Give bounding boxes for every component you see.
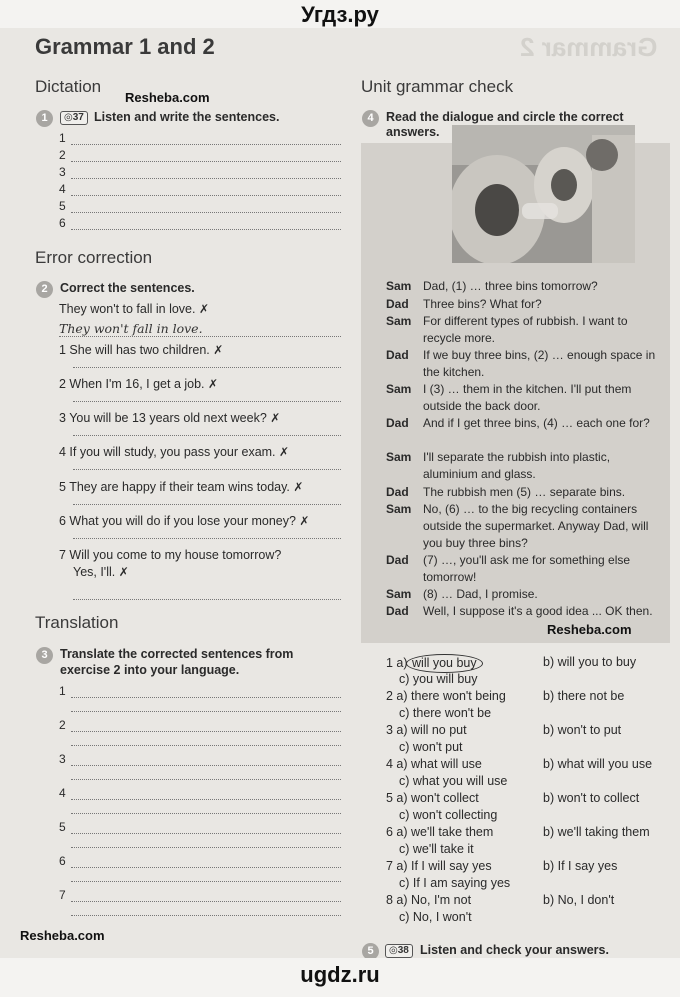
error-correction-heading: Error correction xyxy=(35,248,153,267)
exercise-1-badge: 1 xyxy=(36,110,53,127)
line-number: 5 xyxy=(59,199,66,213)
dictation-line[interactable] xyxy=(59,165,341,181)
speaker: Dad xyxy=(386,553,409,567)
ghost-title: Grammar 2 xyxy=(520,32,658,62)
write-line-extra[interactable] xyxy=(71,813,341,814)
answer-line[interactable] xyxy=(73,469,341,470)
option-a-text: what will use xyxy=(411,757,482,771)
line-number: 1 xyxy=(59,684,66,698)
line-number: 2 xyxy=(59,718,66,732)
answer-line[interactable] xyxy=(73,538,341,539)
site-header[interactable]: Угдз.ру xyxy=(301,2,379,27)
exercise-1-instruction: Listen and write the sentences. xyxy=(94,110,280,124)
line-text: Dad, (1) … three bins tomorrow? xyxy=(423,279,598,293)
speaker: Dad xyxy=(386,348,409,362)
option-a-text: we'll take them xyxy=(411,825,494,839)
write-line[interactable] xyxy=(71,901,341,902)
cross-mark: ✗ xyxy=(208,377,219,391)
sentence-text: 2 When I'm 16, I get a job. xyxy=(59,377,205,391)
option-b-text: what will you use xyxy=(557,757,653,771)
cd-track: 38 xyxy=(397,945,409,956)
option-a[interactable]: 7 a) If I will say yes xyxy=(386,859,492,873)
sentence-continuation xyxy=(59,564,341,581)
option-b[interactable]: b) won't to put xyxy=(543,723,622,737)
line-text: I'll separate the rubbish into plastic, aluminium and glass. xyxy=(423,450,611,481)
exercise-2-instruction: Correct the sentences. xyxy=(60,281,195,295)
exercise-2-badge: 2 xyxy=(36,281,53,298)
answer-line[interactable] xyxy=(59,336,341,337)
answer-line[interactable] xyxy=(73,435,341,436)
sentence-text: 1 She will has two children. xyxy=(59,343,210,357)
sentence-text: 5 They are happy if their team wins today. xyxy=(59,480,290,494)
speaker: Sam xyxy=(386,382,412,396)
line-number: 4 xyxy=(59,182,66,196)
grammar-check-heading: Unit grammar check xyxy=(361,77,514,96)
error-sentence xyxy=(59,410,341,427)
line-text: For different types of rubbish. I want to recycle more. xyxy=(423,314,628,345)
write-line[interactable] xyxy=(71,178,341,179)
line-number: 3 xyxy=(59,165,66,179)
option-b-text: won't to put xyxy=(557,723,622,737)
option-b-text: If I say yes xyxy=(557,859,618,873)
speaker: Sam xyxy=(386,502,412,516)
option-a[interactable]: 3 a) will no put xyxy=(386,723,467,737)
answer-line[interactable] xyxy=(73,599,341,600)
option-a-text: won't collect xyxy=(411,791,479,805)
line-number: 5 xyxy=(59,820,66,834)
speaker: Sam xyxy=(386,314,412,328)
option-a[interactable]: 2 a) there won't being xyxy=(386,689,506,703)
write-line-extra[interactable] xyxy=(71,745,341,746)
cross-mark: ✗ xyxy=(293,480,304,494)
answer-line[interactable] xyxy=(73,367,341,368)
translation-line[interactable] xyxy=(59,752,341,768)
line-number: 4 xyxy=(59,786,66,800)
option-b-text: No, I don't xyxy=(557,893,615,907)
dictation-line[interactable] xyxy=(59,199,341,215)
translation-heading: Translation xyxy=(35,613,119,632)
option-b-text: we'll taking them xyxy=(557,825,650,839)
write-line[interactable] xyxy=(71,765,341,766)
write-line-extra[interactable] xyxy=(71,847,341,848)
option-c-text: If I am saying yes xyxy=(412,876,511,890)
line-text: If we buy three bins, (2) … enough space in the kitchen. xyxy=(423,348,656,379)
option-a[interactable]: 5 a) won't collect xyxy=(386,791,479,805)
write-line[interactable] xyxy=(71,195,341,196)
option-a-text: will no put xyxy=(411,723,467,737)
dictation-line[interactable] xyxy=(59,182,341,198)
error-sentence xyxy=(59,376,341,393)
sentence-text: 3 You will be 13 years old next week? xyxy=(59,411,267,425)
exercise-5-instruction: Listen and check your answers. xyxy=(420,943,609,957)
cross-mark: ✗ xyxy=(118,565,129,579)
option-a[interactable]: 1 a) will you buy xyxy=(386,654,483,673)
write-line[interactable] xyxy=(71,731,341,732)
dictation-line[interactable] xyxy=(59,131,341,147)
option-c-text: No, I won't xyxy=(412,910,472,924)
translation-line[interactable] xyxy=(59,820,341,836)
photo-illustration xyxy=(452,125,635,263)
option-b[interactable]: b) No, I don't xyxy=(543,893,615,907)
option-a[interactable]: 4 a) what will use xyxy=(386,757,482,771)
line-number: 6 xyxy=(59,854,66,868)
write-line[interactable] xyxy=(71,799,341,800)
line-number: 3 xyxy=(59,752,66,766)
option-b-text: will you to buy xyxy=(557,655,637,669)
line-text: The rubbish men (5) … separate bins. xyxy=(423,485,626,499)
line-number: 1 xyxy=(59,131,66,145)
answer-number: 1 xyxy=(386,656,393,670)
sentence-text: 7 Will you come to my house tomorrow? xyxy=(59,548,282,562)
line-number: 2 xyxy=(59,148,66,162)
answer-number: 4 xyxy=(386,757,393,771)
line-text: No, (6) … to the big recycling containers outside the supermarket. Anyway Dad, will you buy three bins? xyxy=(423,502,649,550)
option-c[interactable]: c) won't put xyxy=(399,740,463,754)
write-line-extra[interactable] xyxy=(71,779,341,780)
write-line[interactable] xyxy=(71,833,341,834)
write-line-extra[interactable] xyxy=(71,711,341,712)
answer-number: 8 xyxy=(386,893,393,907)
exercise-5-badge: 5 xyxy=(362,943,379,960)
translation-line[interactable] xyxy=(59,786,341,802)
line-text: And if I get three bins, (4) … each one for? xyxy=(423,416,650,430)
error-sentence xyxy=(59,513,341,530)
translation-line[interactable] xyxy=(59,888,341,904)
line-number: 7 xyxy=(59,888,66,902)
exercise-4-instruction-line2: answers. xyxy=(386,125,440,139)
option-b-text: there not be xyxy=(557,689,625,703)
option-b[interactable]: b) what will you use xyxy=(543,757,653,771)
option-c-text: won't collecting xyxy=(412,808,498,822)
cd-track: 37 xyxy=(72,112,84,123)
speaker: Dad xyxy=(386,416,409,430)
translation-line[interactable] xyxy=(59,684,341,700)
option-b[interactable]: b) there not be xyxy=(543,689,625,703)
line-text: I (3) … them in the kitchen. I'll put them outside the back door. xyxy=(423,382,632,413)
answer-number: 5 xyxy=(386,791,393,805)
example-answer: They won't fall in love. xyxy=(59,321,203,336)
line-text: Three bins? What for? xyxy=(423,297,542,311)
line-text: Well, I suppose it's a good idea ... OK then. xyxy=(423,604,653,618)
option-c-text: we'll take it xyxy=(412,842,474,856)
option-c-text: you will buy xyxy=(412,672,478,686)
option-a-text: there won't being xyxy=(411,689,506,703)
option-b[interactable]: b) will you to buy xyxy=(543,655,637,669)
dictation-line[interactable] xyxy=(59,148,341,164)
error-sentence xyxy=(59,342,341,359)
option-c-text: won't put xyxy=(412,740,463,754)
answer-line[interactable] xyxy=(73,401,341,402)
sentence-text: 6 What you will do if you lose your money? xyxy=(59,514,296,528)
cross-mark: ✗ xyxy=(299,514,310,528)
answer-number: 3 xyxy=(386,723,393,737)
error-sentence xyxy=(59,547,341,581)
option-c[interactable]: c) we'll take it xyxy=(399,842,474,856)
line-text: (7) …, you'll ask me for something else tomorrow! xyxy=(423,553,631,584)
write-line[interactable] xyxy=(71,867,341,868)
translation-line[interactable] xyxy=(59,718,341,734)
dictation-heading: Dictation xyxy=(35,77,102,96)
speaker: Dad xyxy=(386,604,409,618)
cross-mark: ✗ xyxy=(213,343,224,357)
option-c-text: there won't be xyxy=(412,706,492,720)
error-sentence xyxy=(59,444,341,461)
option-a[interactable]: 8 a) No, I'm not xyxy=(386,893,472,907)
recycling-photo xyxy=(452,125,635,263)
option-a-text: If I will say yes xyxy=(411,859,492,873)
sentence-text: 4 If you will study, you pass your exam. xyxy=(59,445,276,459)
option-b[interactable]: b) we'll taking them xyxy=(543,825,650,839)
watermark: Resheba.com xyxy=(20,928,105,943)
speaker: Dad xyxy=(386,485,409,499)
option-c[interactable]: c) won't collecting xyxy=(399,808,498,822)
answer-number: 7 xyxy=(386,859,393,873)
error-sentence xyxy=(59,479,341,496)
option-c-text: what you will use xyxy=(412,774,508,788)
option-c[interactable]: c) what you will use xyxy=(399,774,508,788)
exercise-3-instruction-line2: exercise 2 into your language. xyxy=(60,663,240,677)
exercise-4-badge: 4 xyxy=(362,110,379,127)
option-c[interactable]: c) No, I won't xyxy=(399,910,472,924)
speaker: Sam xyxy=(386,587,412,601)
exercise-3-badge: 3 xyxy=(36,647,53,664)
sentence-text: Yes, I'll. xyxy=(73,565,116,579)
write-line[interactable] xyxy=(71,144,341,145)
write-line-extra[interactable] xyxy=(71,881,341,882)
write-line[interactable] xyxy=(71,697,341,698)
answer-line[interactable] xyxy=(73,504,341,505)
option-b-text: won't to collect xyxy=(557,791,640,805)
translation-line[interactable] xyxy=(59,854,341,870)
option-b[interactable]: b) won't to collect xyxy=(543,791,640,805)
write-line-extra[interactable] xyxy=(71,915,341,916)
watermark: Resheba.com xyxy=(125,90,210,105)
site-footer[interactable]: ugdz.ru xyxy=(300,962,380,987)
speaker: Sam xyxy=(386,279,412,293)
option-c[interactable]: c) If I am saying yes xyxy=(399,876,511,890)
option-a[interactable]: 6 a) we'll take them xyxy=(386,825,494,839)
dictation-line[interactable] xyxy=(59,216,341,232)
example-sentence: They won't to fall in love. ✗ xyxy=(59,302,210,316)
exercise-3-instruction-line1: Translate the corrected sentences from xyxy=(60,647,294,661)
option-c[interactable]: c) there won't be xyxy=(399,706,492,720)
option-c[interactable]: c) you will buy xyxy=(399,672,478,686)
write-line[interactable] xyxy=(71,161,341,162)
answer-number: 2 xyxy=(386,689,393,703)
speaker: Sam xyxy=(386,450,412,464)
exercise-4-instruction-line1: Read the dialogue and circle the correct xyxy=(386,110,624,124)
option-a-text: No, I'm not xyxy=(411,893,472,907)
option-b[interactable]: b) If I say yes xyxy=(543,859,618,873)
speaker: Dad xyxy=(386,297,409,311)
cross-mark: ✗ xyxy=(279,445,290,459)
page-title: Grammar 1 and 2 xyxy=(35,34,215,59)
cd-icon: ◎38 xyxy=(385,944,413,958)
line-number: 6 xyxy=(59,216,66,230)
write-line[interactable] xyxy=(71,229,341,230)
watermark: Resheba.com xyxy=(547,622,632,637)
answer-number: 6 xyxy=(386,825,393,839)
cd-icon: ◎37 xyxy=(60,111,88,125)
cross-mark: ✗ xyxy=(270,411,281,425)
write-line[interactable] xyxy=(71,212,341,213)
line-text: (8) … Dad, I promise. xyxy=(423,587,538,601)
option-a-text: will you buy xyxy=(406,654,483,673)
